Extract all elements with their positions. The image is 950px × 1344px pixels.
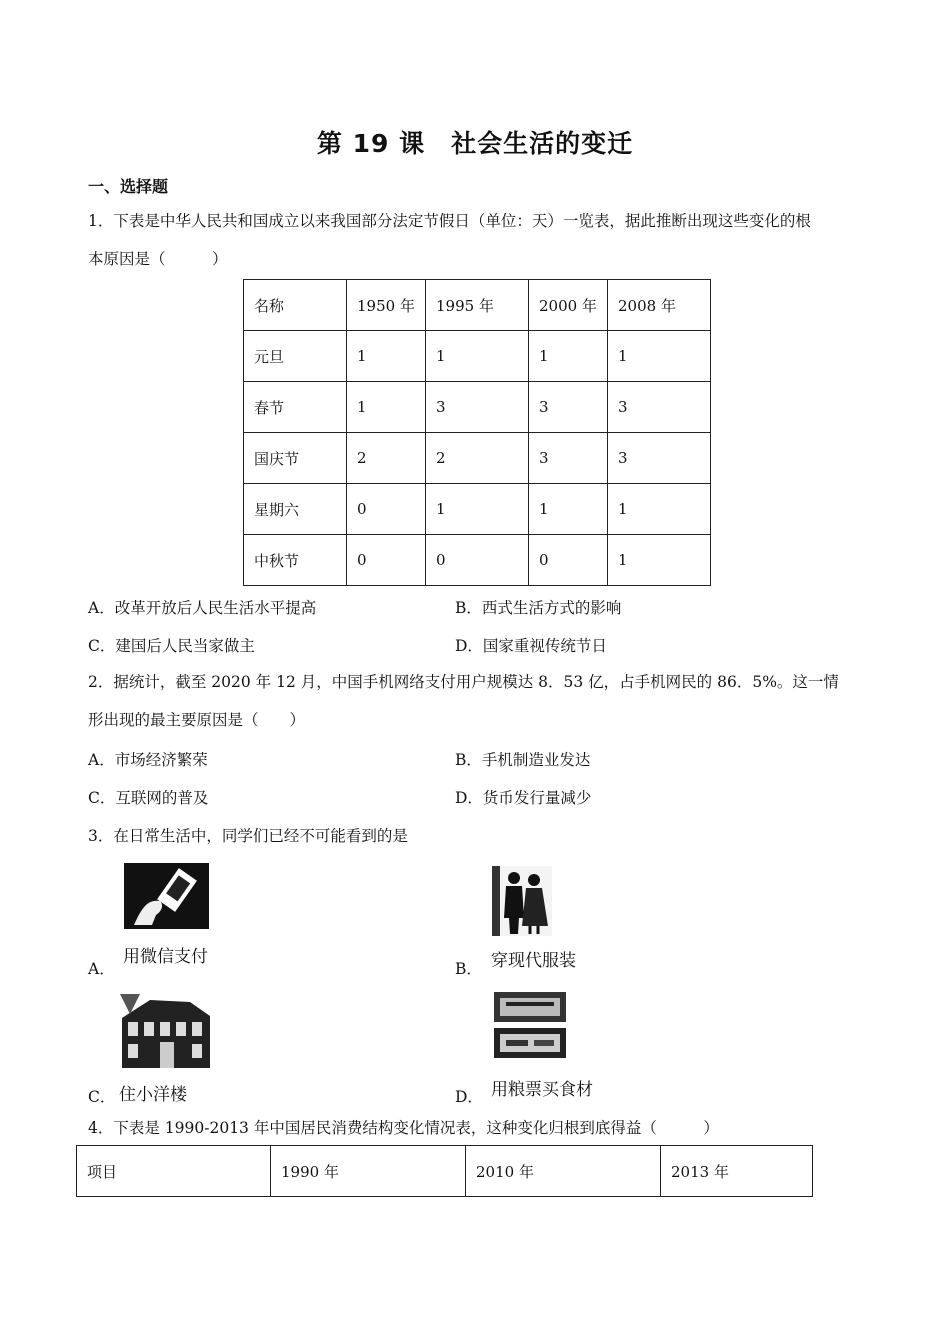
table-header-cell: 2013 年 xyxy=(661,1146,813,1197)
table-cell: 1 xyxy=(608,535,711,586)
page-title: 第 19 课 社会生活的变迁 xyxy=(316,129,634,158)
table-cell: 0 xyxy=(529,535,608,586)
table-header-cell: 1990 年 xyxy=(271,1146,466,1197)
table-cell: 0 xyxy=(426,535,529,586)
table-header-cell: 2010 年 xyxy=(466,1146,661,1197)
q3-option-a-letter[interactable]: A． xyxy=(88,960,115,978)
table-cell: 1 xyxy=(426,331,529,382)
q3-option-a-caption: 用微信支付 xyxy=(123,947,208,967)
table-cell: 星期六 xyxy=(244,484,347,535)
table-header-row xyxy=(77,1146,813,1197)
table-row xyxy=(244,535,711,586)
table-cell: 国庆节 xyxy=(244,433,347,484)
q3-option-d-caption: 用粮票买食材 xyxy=(491,1080,593,1100)
table-cell: 3 xyxy=(608,382,711,433)
table-cell: 3 xyxy=(529,433,608,484)
q3-option-d-letter[interactable]: D． xyxy=(455,1088,483,1106)
table-cell: 2 xyxy=(426,433,529,484)
table-header-cell: 名称 xyxy=(244,280,347,331)
table-cell: 元旦 xyxy=(244,331,347,382)
table-row xyxy=(244,484,711,535)
table-row xyxy=(244,433,711,484)
table-cell: 春节 xyxy=(244,382,347,433)
q2-text xyxy=(88,663,868,739)
table-header-cell: 2008 年 xyxy=(608,280,711,331)
q1-option-b[interactable]: B．西式生活方式的影响 xyxy=(455,599,622,617)
q2-option-b[interactable]: B．手机制造业发达 xyxy=(455,751,591,769)
q1-line1: 1．下表是中华人民共和国成立以来我国部分法定节假日（单位：天）一览表，据此推断出现这些变化的根 xyxy=(88,212,811,230)
section-heading: 一、选择题 xyxy=(88,177,169,196)
western-house-photo-icon xyxy=(120,994,212,1068)
table-row xyxy=(244,382,711,433)
q4-text: 4．下表是 1990-2013 年中国居民消费结构变化情况表，这种变化归根到底得益（ ） xyxy=(88,1119,719,1137)
table-cell: 3 xyxy=(608,433,711,484)
q3-option-b-caption: 穿现代服装 xyxy=(491,951,576,971)
table-header-cell: 2000 年 xyxy=(529,280,608,331)
q1-option-d[interactable]: D．国家重视传统节日 xyxy=(455,637,607,655)
table-cell: 1 xyxy=(529,331,608,382)
q3-option-c-letter[interactable]: C． xyxy=(88,1088,116,1106)
table-cell: 3 xyxy=(426,382,529,433)
q3-text: 3．在日常生活中，同学们已经不可能看到的是 xyxy=(88,827,408,845)
q1-option-c[interactable]: C．建国后人民当家做主 xyxy=(88,637,255,655)
q2-line1: 2．据统计，截至 2020 年 12 月，中国手机网络支付用户规模达 8．53 亿，占手机网民的 86．5%。这一情 xyxy=(88,673,839,691)
q3-option-b-letter[interactable]: B． xyxy=(455,960,482,978)
table-cell: 1 xyxy=(347,331,426,382)
table-header-cell: 项目 xyxy=(77,1146,271,1197)
holiday-table xyxy=(243,279,711,586)
table-cell: 0 xyxy=(347,484,426,535)
table-cell: 1 xyxy=(608,331,711,382)
table-header-cell: 1995 年 xyxy=(426,280,529,331)
q1-line2: 本原因是（ ） xyxy=(88,250,228,268)
table-cell: 3 xyxy=(529,382,608,433)
table-row xyxy=(244,331,711,382)
q2-line2: 形出现的最主要原因是（ ） xyxy=(88,711,306,729)
modern-clothing-photo-icon xyxy=(492,866,552,936)
table-cell: 0 xyxy=(347,535,426,586)
wechat-pay-photo-icon xyxy=(124,863,209,929)
q1-text xyxy=(88,202,868,278)
grain-ticket-photo-icon xyxy=(492,990,568,1062)
table-header-row xyxy=(244,280,711,331)
q2-option-a[interactable]: A．市场经济繁荣 xyxy=(88,751,208,769)
q2-option-c[interactable]: C．互联网的普及 xyxy=(88,789,209,807)
table-cell: 1 xyxy=(347,382,426,433)
q2-option-d[interactable]: D．货币发行量减少 xyxy=(455,789,592,807)
table-cell: 1 xyxy=(608,484,711,535)
consumption-table xyxy=(76,1145,813,1197)
table-cell: 1 xyxy=(529,484,608,535)
table-cell: 中秋节 xyxy=(244,535,347,586)
table-header-cell: 1950 年 xyxy=(347,280,426,331)
q3-option-c-caption: 住小洋楼 xyxy=(119,1085,187,1105)
q1-option-a[interactable]: A．改革开放后人民生活水平提高 xyxy=(88,599,317,617)
table-cell: 2 xyxy=(347,433,426,484)
table-cell: 1 xyxy=(426,484,529,535)
